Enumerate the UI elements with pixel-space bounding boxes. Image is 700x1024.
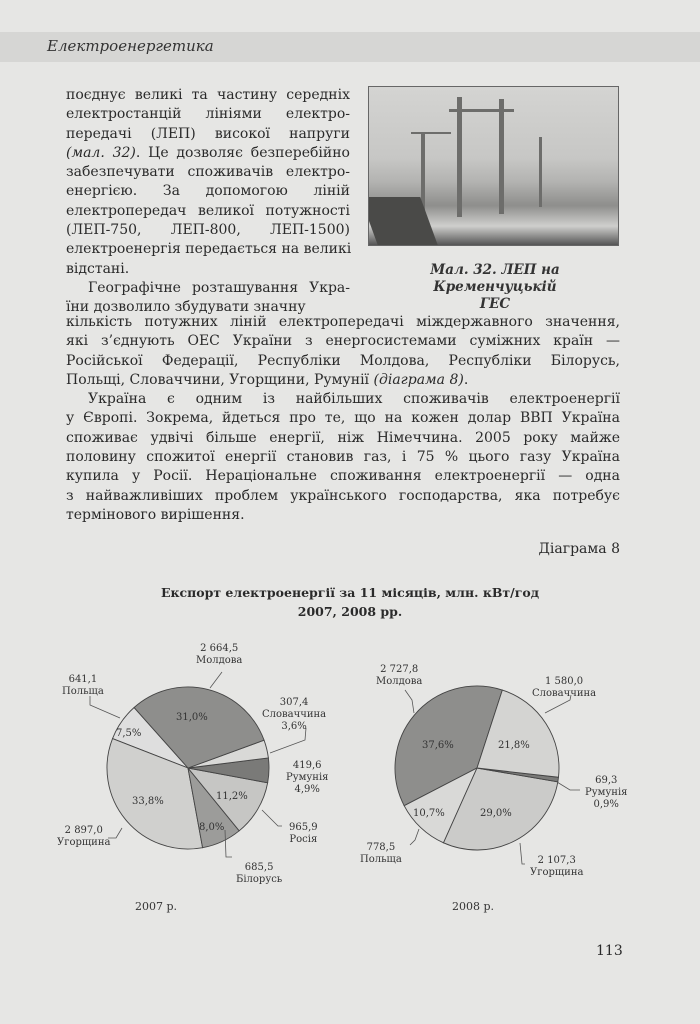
- pie-pct-moldova-2007: 31,0%: [176, 712, 208, 723]
- pie-label-poland-2008: 778,5 Польща: [360, 842, 402, 865]
- text-line: їни дозволило збудувати значну: [66, 299, 306, 316]
- text-line: споживає удвічі більше енергії, ніж Німеччина. 2005 року майже: [66, 429, 620, 446]
- pie-label-moldova-2007: 2 664,5 Молдова: [196, 643, 243, 666]
- pie-label-hungary-2008: 2 107,3 Угорщина: [530, 855, 584, 878]
- text-line: (мал. 32). Це дозволяє безперебійно: [66, 144, 350, 161]
- pie-label-poland-2007: 641,1 Польща: [62, 674, 104, 697]
- chart-title: Експорт електроенергії за 11 місяців, млн. кВт/год: [160, 585, 540, 600]
- text-line: Російської Федерації, Республіки Молдова, Республіки Білорусь,: [66, 352, 620, 369]
- text-line: з найважливіших проблем українського господарства, яка потребує: [66, 487, 620, 504]
- pie-pct-slovakia-2008: 21,8%: [498, 740, 530, 751]
- pie-label-hungary-2007: 2 897,0 Угорщина: [57, 825, 111, 848]
- pie-label-moldova-2008: 2 727,8 Молдова: [376, 664, 423, 687]
- text-line: купила у Росії. Нераціональне споживання електроенергії — одна: [66, 468, 620, 485]
- text-line: Географічне розташування Укра-: [88, 279, 350, 296]
- pie-pct-poland-2008: 10,7%: [413, 808, 445, 819]
- pie-label-belarus-2007: 685,5 Білорусь: [236, 862, 283, 885]
- text-line: термінового вирішення.: [66, 506, 245, 523]
- text-line: (ЛЕП-750, ЛЕП-800, ЛЕП-1500): [66, 222, 350, 239]
- page-number: 113: [596, 943, 623, 959]
- pie-year-2008: 2008 р.: [452, 900, 495, 913]
- text-line: Польщі, Словаччини, Угорщини, Румунії (діаграма 8).: [66, 371, 469, 388]
- text-line: які з’єднують ОЕС України з енергосистемами суміжних країн —: [66, 333, 620, 350]
- caption-line: Мал. 32. ЛЕП на Кременчуцькій: [430, 262, 560, 295]
- pie-pct-moldova-2008: 37,6%: [422, 740, 454, 751]
- text-line: електропередач великої потужності: [66, 202, 350, 219]
- pie-pct-belarus-2007: 8,0%: [199, 822, 225, 833]
- text-line: енергією. За допомогою ліній: [66, 183, 350, 200]
- pie-pct-hungary-2007: 33,8%: [132, 796, 164, 807]
- text-line: поєднує великі та частину середніх: [66, 87, 350, 103]
- pie-pct-poland-2007: 7,5%: [116, 728, 142, 739]
- text-line: передачі (ЛЕП) високої напруги: [66, 125, 350, 142]
- text-line: забезпечувати споживачів електро-: [66, 164, 350, 181]
- text-line: відстані.: [66, 260, 130, 277]
- text-line: електроенергія передається на великі: [66, 241, 352, 258]
- pie-label-romania-2007: 419,6 Румунія 4,9%: [286, 760, 329, 795]
- text-line: у Європі. Зокрема, йдеться про те, що на кожен долар ВВП Україна: [66, 410, 620, 427]
- pie-label-russia-2007: 965,9 Росія: [289, 822, 318, 845]
- text-line: кількість потужних ліній електропередачі міждержавного значення,: [66, 314, 620, 330]
- pie-label-romania-2008: 69,3 Румунія 0,9%: [585, 775, 628, 810]
- text-line: Україна є одним із найбільших споживачів електроенергії: [88, 391, 620, 408]
- chart-subtitle: 2007, 2008 рр.: [297, 604, 403, 619]
- caption-line: ГЕС: [479, 296, 511, 312]
- pie-pct-russia-2007: 11,2%: [216, 791, 248, 802]
- diagram-label: Діаграма 8: [538, 541, 620, 557]
- pie-pct-hungary-2008: 29,0%: [480, 808, 512, 819]
- pie-label-slovakia-2007: 307,4 Словаччина 3,6%: [262, 697, 327, 732]
- pie-label-slovakia-2008: 1 580,0 Словаччина: [532, 676, 597, 699]
- text-line: половину спожитої енергії становив газ, і 75 % цього газу Україна: [66, 449, 620, 466]
- running-head: Електроенергетика: [47, 37, 214, 55]
- text-line: електростанцій лініями електро-: [66, 106, 350, 123]
- pie-year-2007: 2007 р.: [135, 900, 178, 913]
